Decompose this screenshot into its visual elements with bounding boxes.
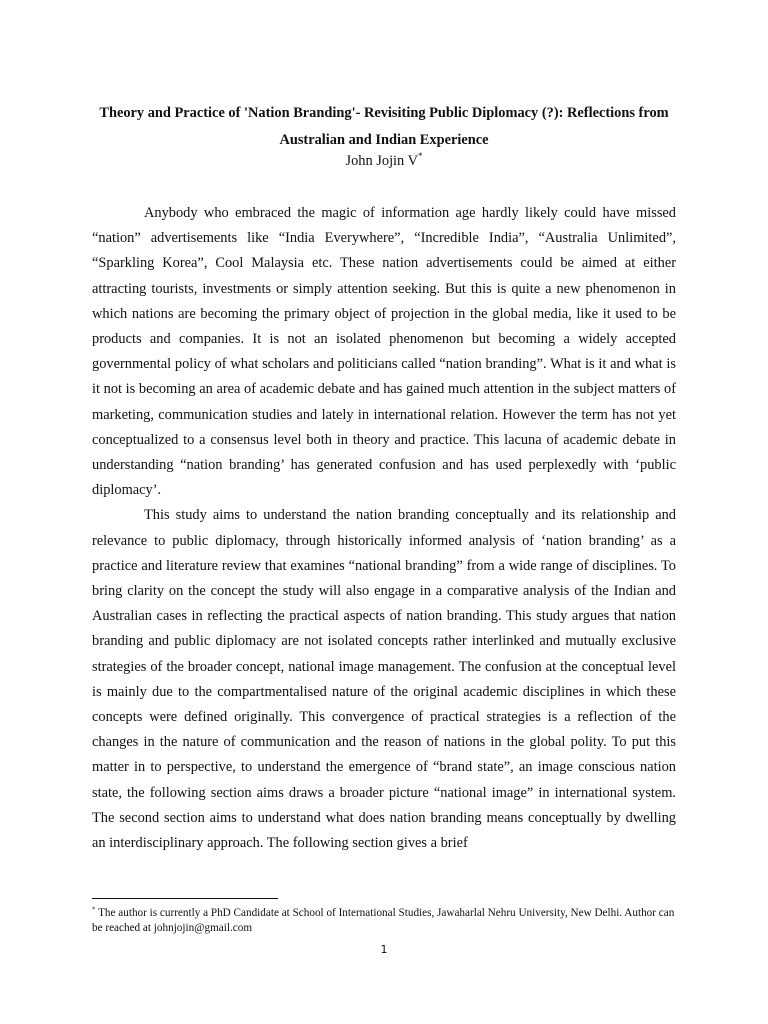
footnote-mark: *: [92, 905, 96, 914]
author-line: [92, 150, 676, 172]
paragraph-1: Anybody who embraced the magic of information age hardly likely could have missed “nation” advertisements like “India Everywhere”, “Incredible India”, “Australia Unlimited”, “Sparkling Korea”, Cool Malaysia etc. These nation advertisements could be aimed at either attracting tourists, investments or simply attention seeking. But this is quite a new phenomenon in which nations are becoming the primary object of projection in the global media, like it used to be products and companies. It is not an isolated phenomenon but becoming a widely accepted governmental policy of what scholars and politicians called “nation branding”. What is it and what is it not is becoming an area of academic debate and has gained much attention in the subject matters of marketing, communication studies and lately in international relation. However the term has not yet conceptualized to a consensus level both in theory and practice. This lacuna of academic debate in understanding “nation branding’ has generated confusion and has used perplexedly with ‘public diplomacy’.: [92, 205, 676, 499]
paragraph-2: This study aims to understand the nation branding conceptually and its relationship and relevance to public diplomacy, through historically informed analysis of ‘nation branding’ as a practice and literature review that examines “national branding” from a wide range of disciplines. To bring clarity on the concept the study will also engage in a comparative analysis of the Indian and Australian cases in reflecting the practical aspects of nation branding. This study argues that nation branding and public diplomacy are not isolated concepts rather interlinked and mutually exclusive strategies of the broader concept, national image management. The confusion at the conceptual level is mainly due to the compartmentalised nature of the original academic disciplines in which these concepts were defined originally. This convergence of practical strategies is a reflection of the changes in the nature of communication and the reason of nations in the global polity. To put this matter in to perspective, to understand the emergence of “brand state”, an image conscious nation state, the following section aims draws a broader picture “national image” in international system. The second section aims to understand what does nation branding means conceptually by dwelling an interdisciplinary approach. The following section gives a brief: [92, 507, 676, 852]
page-number: 1: [380, 943, 388, 956]
paper-title: Theory and Practice of 'Nation Branding'- Revisiting Public Diplomacy (?): Reflections from Australian and Indian Experience: [99, 105, 669, 148]
footnote-text: The author is currently a PhD Candidate at School of International Studies, Jawaharlal Nehru University, New Delhi. Author can be reached at johnjojin@gmail.com: [92, 907, 675, 934]
author-footnote-mark: *: [418, 151, 423, 162]
author-name: John Jojin V: [345, 153, 418, 169]
footnote-divider: [92, 898, 278, 899]
footnote: [92, 906, 682, 936]
body-text: [92, 201, 676, 856]
